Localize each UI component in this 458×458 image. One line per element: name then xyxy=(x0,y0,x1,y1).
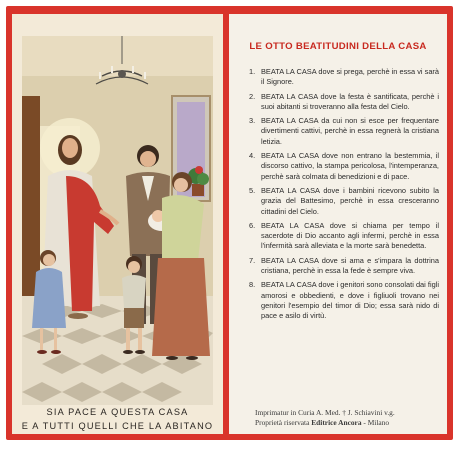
blessing-caption xyxy=(12,405,223,433)
item-number: 3. xyxy=(249,116,256,126)
list-item xyxy=(249,221,439,252)
item-text: BEATA LA CASA dove la festa è santificata, perchè i suoi abitanti si troveranno alla festa del Cielo. xyxy=(261,91,439,111)
item-text: BEATA LA CASA da cui non si esce per frequentare divertimenti cattivi, perchè in essa regnerà la cristiana letizia. xyxy=(261,116,439,146)
caption-line-1: SIA PACE A QUESTA CASA xyxy=(46,407,189,417)
illustration xyxy=(22,36,213,405)
list-item xyxy=(249,186,439,217)
item-text: BEATA LA CASA dove si chiama per tempo il sacerdote di Dio accanto agli infermi, perchè in essa l'infermità sarà alleviata e la morte sarà benedetta. xyxy=(261,220,440,251)
item-number: 6. xyxy=(249,220,256,230)
card-title: LE OTTO BEATITUDINI DELLA CASA xyxy=(249,41,427,52)
item-number: 7. xyxy=(249,255,256,265)
item-number: 4. xyxy=(249,151,256,161)
list-item xyxy=(249,92,439,113)
item-text: BEATA LA CASA dove non entrano la bestemmia, il discorso cattivo, la stampa pericolosa, l'intemperanza, perchè sarà colmata di benedizioni e di pace. xyxy=(261,151,439,181)
item-number: 5. xyxy=(249,185,256,195)
painting-jesus-visiting-family xyxy=(22,36,213,405)
holy-card-back xyxy=(229,14,447,434)
item-number: 2. xyxy=(249,91,256,101)
publisher-name: Editrice Ancora xyxy=(311,418,362,427)
item-number: 1. xyxy=(249,67,256,76)
caption-line-2: E A TUTTI QUELLI CHE LA ABITANO xyxy=(21,421,214,431)
beatitudes-list xyxy=(249,67,439,326)
imprimatur-note xyxy=(255,408,445,428)
list-item xyxy=(249,67,439,88)
item-number: 8. xyxy=(249,280,256,290)
list-item xyxy=(249,151,439,182)
item-text: BEATA LA CASA dove i genitori sono consolati dai figli amorosi e obbedienti, e dove i figliuoli trovano nei genitori l'esempio del timor di Dio; essa sarà nido di pace e asilo di virtù. xyxy=(261,280,439,321)
imprimatur-line-1: Imprimatur in Curia A. Med. † J. Schiavini v.g. xyxy=(255,408,395,417)
list-item xyxy=(249,256,439,277)
holy-card-front xyxy=(12,14,223,434)
item-text: BEATA LA CASA dove i bambini ricevono subito la grazia del Battesimo, perchè in essa cresceranno cittadini del Cielo. xyxy=(261,185,440,216)
list-item xyxy=(249,280,439,321)
item-text: BEATA LA CASA dove si prega, perchè in essa vi sarà il Signore. xyxy=(261,67,439,87)
imprimatur-line-2: Proprietà riservata Editrice Ancora - Milano xyxy=(255,418,390,427)
item-text: BEATA LA CASA dove si ama e s'impara la dottrina cristiana, perchè in essa la fede è sempre viva. xyxy=(261,255,439,276)
list-item xyxy=(249,116,439,147)
